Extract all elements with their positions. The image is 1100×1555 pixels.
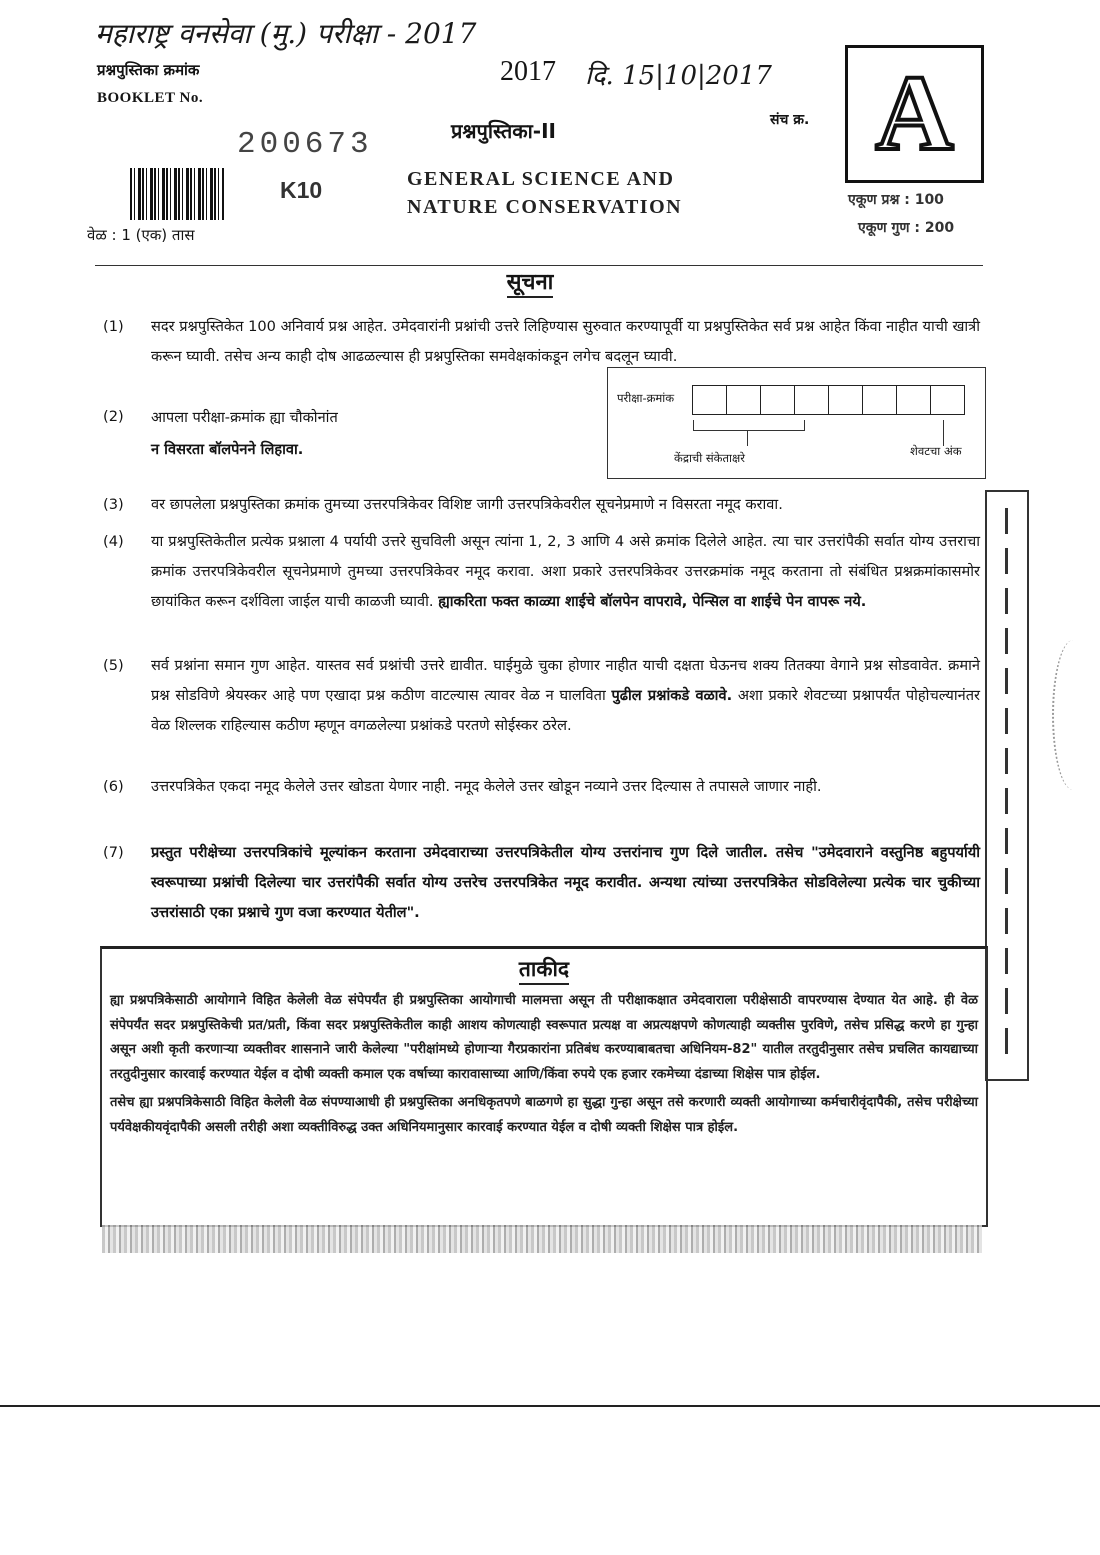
paper-code: K10 — [280, 177, 323, 203]
roll-cell[interactable] — [897, 386, 931, 414]
roll-number-cells[interactable] — [692, 385, 965, 415]
instruction-3 — [103, 490, 980, 520]
handwritten-date: दि. 15|10|2017 — [585, 61, 772, 91]
center-code-arrow — [747, 430, 748, 446]
instruction-text: प्रस्तुत परीक्षेच्या उत्तरपत्रिकांचे मूल्यांकन करताना उमेदवाराच्या उत्तरपत्रिकेतील योग्य उत्तरांनाच गुण दिले जातील. तसेच "उमेदवाराने वस्तुनिष्ठ बहुपर्यायी स्वरूपाच्या प्रश्नांची दिलेल्या चार उत्तरांपैकी सर्वात योग्य उत्तरेच उत्तरपत्रिकेत नमूद करावीत. अन्यथा त्यांच्या उत्तरपत्रिकेत सोडविलेल्या प्रत्येक चार चुकीच्या उत्तरांसाठी एका प्रश्नाचे गुण वजा करण्यात येतील". — [151, 844, 980, 921]
handwritten-exam-title: महाराष्ट्र वनसेवा (मु.) परीक्षा - 2017 — [95, 17, 477, 50]
instruction-text: सदर प्रश्नपुस्तिकेत 100 अनिवार्य प्रश्न आहेत. उमेदवारांनी प्रश्नांची उत्तरे लिहिण्यास सुरुवात करण्यापूर्वी या प्रश्नपुस्तिकेत सर्व प्रश्न आहेत किंवा नाहीत याची खात्री करून घ्यावी. तसेच अन्य काही दोष आढळल्यास ही प्रश्नपुस्तिका समवेक्षकांकडून लगेच बदलून घ्यावी. — [151, 318, 980, 365]
instruction-7 — [103, 838, 980, 928]
paper-title: प्रश्नपुस्तिका-II — [451, 119, 556, 143]
instruction-1 — [103, 312, 980, 372]
warning-heading: ताकीद — [519, 955, 569, 985]
roll-number-box — [607, 367, 986, 479]
exam-year: 2017 — [500, 56, 556, 87]
roll-cell[interactable] — [931, 386, 964, 414]
warning-paragraph-2: तसेच ह्या प्रश्नपत्रिकेसाठी विहित केलेली वेळ संपण्याआधी ही प्रश्नपुस्तिका अनधिकृतपणे बाळगणे हा सुद्धा गुन्हा असून तसे करणारी व्यक्ती आयोगाच्या कर्मचारीवृंदापैकी, तसेच परीक्षेच्या पर्यवेक्षकीयवृंदापैकी असली तरीही अशा व्यक्तीविरुद्ध उक्त अधिनियमानुसार कारवाई करण्यात येईल व दोषी व्यक्ती शिक्षेस पात्र होईल. — [110, 1095, 978, 1135]
booklet-number: 200673 — [237, 127, 373, 162]
roll-cell[interactable] — [863, 386, 897, 414]
last-digit-caption: शेवटचा अंक — [910, 444, 962, 458]
roll-cell[interactable] — [727, 386, 761, 414]
roll-cell[interactable] — [795, 386, 829, 414]
roll-cell[interactable] — [829, 386, 863, 414]
instruction-text: वर छापलेला प्रश्नपुस्तिका क्रमांक तुमच्या उत्तरपत्रिकेवर विशिष्ट जागी उत्तरपत्रिकेवरील सूचनेप्रमाणे न विसरता नमूद करावा. — [151, 496, 783, 513]
roll-cell[interactable] — [761, 386, 795, 414]
subject-line-1: GENERAL SCIENCE AND — [407, 168, 675, 190]
margin-text-marks — [1005, 508, 1008, 1063]
footer-band — [102, 1225, 982, 1253]
instruction-number: (5) — [103, 657, 124, 674]
margin-strip — [985, 490, 1029, 1081]
instruction-number: (4) — [103, 533, 124, 550]
subject-line-2: NATURE CONSERVATION — [407, 196, 683, 218]
stamp-mark — [1052, 640, 1094, 790]
subject-title — [407, 165, 682, 221]
set-letter-box — [845, 45, 984, 183]
bottom-rule — [0, 1405, 1100, 1407]
warning-paragraph-1: ह्या प्रश्नपत्रिकेसाठी आयोगाने विहित केलेली वेळ संपेपर्यंत ही प्रश्नपुस्तिका आयोगाची मालमत्ता असून ती परीक्षाकक्षात उमेदवाराला परीक्षेसाठी वापरण्यास देण्यात येत आहे. ही वेळ संपेपर्यंत सदर प्रश्नपुस्तिकेची प्रत/प्रती, किंवा सदर प्रश्नपुस्तिकेतील काही आशय कोणत्याही स्वरूपात प्रत्यक्ष वा अप्रत्यक्षपणे कोणत्याही व्यक्तीस पुरविणे, तसेच प्रसिद्ध करणे हा गुन्हा असून अशी कृती करणाऱ्या व्यक्तीवर शासनाने जारी केलेल्या "परीक्षांमध्ये होणाऱ्या गैरप्रकारांना प्रतिबंध करण्याबाबतचा अधिनियम-82" यातील तरतुदीनुसार तसेच प्रचलित कायद्याच्या तरतुदीनुसार कारवाई करण्यात येईल व दोषी व्यक्ती कमाल एक वर्षाच्या कारावासाच्या आणि/किंवा रुपये एक हजार रकमेच्या दंडाच्या शिक्षेस पात्र होईल. — [110, 993, 978, 1082]
total-questions: एकूण प्रश्न : 100 — [848, 192, 944, 208]
set-label: संच क्र. — [770, 112, 810, 128]
instruction-text: उत्तरपत्रिकेत एकदा नमूद केलेले उत्तर खोडता येणार नाही. नमूद केलेले उत्तर खोडून नव्याने उत्तर दिल्यास ते तपासले जाणार नाही. — [151, 778, 822, 795]
roll-cell[interactable] — [693, 386, 727, 414]
instruction-number: (2) — [103, 408, 124, 425]
instruction-emphasis: पुढील प्रश्नांकडे वळावे. — [611, 687, 733, 704]
instructions-heading: सूचना — [480, 266, 580, 298]
instruction-text-line1: आपला परीक्षा-क्रमांक ह्या चौकोनांत — [151, 409, 338, 426]
instruction-number: (7) — [103, 844, 124, 861]
instruction-text: सर्व प्रश्नांना समान गुण आहेत. यास्तव सर्व प्रश्नांची उत्तरे द्यावीत. घाईमुळे चुका होणार नाहीत याची दक्षता घेऊनच शक्य तितक्या वेगाने प्रश्न सोडवावेत. क्रमाने प्रश्न सोडविणे श्रेयस्कर आहे पण एखादा प्रश्न कठीण वाटल्यास त्यावर वेळ न घालविता — [151, 657, 980, 704]
center-code-bracket — [693, 420, 805, 431]
instruction-emphasis: ह्याकरिता फक्त काळ्या शाईचे बॉलपेन वापरावे, पेन्सिल वा शाईचे पेन वापरू नये. — [438, 593, 867, 610]
instruction-text-line2: न विसरता बॉलपेनने लिहावा. — [151, 441, 304, 458]
barcode — [130, 168, 224, 220]
roll-number-label: परीक्षा-क्रमांक — [617, 391, 675, 405]
instruction-5 — [103, 651, 980, 741]
last-digit-arrow — [943, 420, 944, 446]
instruction-number: (3) — [103, 496, 124, 513]
instruction-2 — [103, 402, 573, 466]
total-marks: एकूण गुण : 200 — [858, 220, 955, 236]
instruction-number: (1) — [103, 318, 124, 335]
instruction-text: या प्रश्नपुस्तिकेतील प्रत्येक प्रश्नाला 4 पर्यायी उत्तरे सुचविली असून त्यांना 1, 2, 3 आणि 4 असे क्रमांक दिलेले आहेत. त्या चार उत्तरांपैकी सर्वात योग्य उत्तराचा क्रमांक उत्तरपत्रिकेवरील सूचनेप्रमाणे तुमच्या उत्तरपत्रिकेवर नमूद करावा. अशा प्रकारे उत्तरपत्रिकेवर उत्तरक्रमांक नमूद करताना तो संबंधित प्रश्नक्रमांकासमोर छायांकित करून दर्शविला जाईल याची काळजी घ्यावी. — [151, 533, 980, 610]
set-letter: A — [875, 54, 954, 173]
duration: वेळ : 1 (एक) तास — [87, 226, 195, 244]
instruction-number: (6) — [103, 778, 124, 795]
center-code-caption: केंद्राची संकेताक्षरे — [674, 451, 745, 465]
instruction-text-continued: अशा प्रकारे शेवटच्या प्रश्नापर्यंत पोहोचल्यानंतर वेळ शिल्लक राहिल्यास कठीण म्हणून वगळलेल्या प्रश्नांकडे परतणे सोईस्कर ठरेल. — [151, 687, 981, 734]
instruction-4 — [103, 527, 980, 617]
booklet-label-marathi: प्रश्नपुस्तिका क्रमांक — [97, 61, 200, 79]
booklet-label-english: BOOKLET No. — [97, 90, 204, 106]
instruction-6 — [103, 772, 980, 802]
warning-box — [100, 946, 988, 1227]
